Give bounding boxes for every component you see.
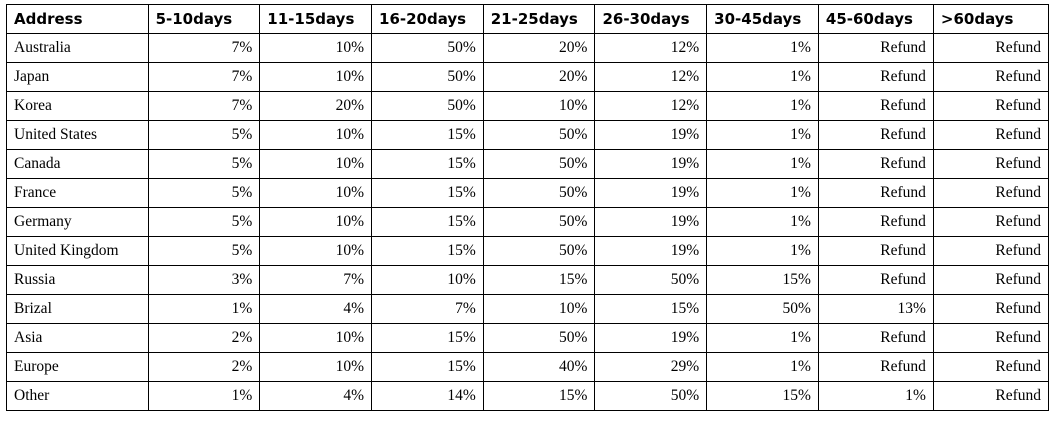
cell-value: Refund (933, 179, 1048, 208)
cell-address: Russia (7, 266, 149, 295)
cell-value: 50% (595, 382, 707, 411)
cell-value: Refund (933, 353, 1048, 382)
cell-value: 15% (595, 295, 707, 324)
cell-value: 15% (372, 237, 484, 266)
cell-value: 1% (148, 295, 260, 324)
cell-value: 10% (260, 150, 372, 179)
table-row (7, 63, 1049, 92)
table-row (7, 208, 1049, 237)
cell-value: 50% (483, 150, 595, 179)
cell-value: 15% (372, 353, 484, 382)
cell-value: 19% (595, 150, 707, 179)
table-row (7, 382, 1049, 411)
cell-address: Korea (7, 92, 149, 121)
cell-address: United Kingdom (7, 237, 149, 266)
cell-value: 10% (483, 92, 595, 121)
cell-value: 4% (260, 295, 372, 324)
cell-value: 1% (707, 121, 819, 150)
cell-value: 4% (260, 382, 372, 411)
cell-value: 10% (483, 295, 595, 324)
cell-value: Refund (818, 92, 933, 121)
cell-value: Refund (933, 266, 1048, 295)
cell-value: Refund (818, 179, 933, 208)
table-row (7, 266, 1049, 295)
cell-value: Refund (818, 63, 933, 92)
cell-value: 50% (707, 295, 819, 324)
cell-value: 15% (707, 266, 819, 295)
cell-value: 50% (483, 237, 595, 266)
cell-value: 1% (707, 34, 819, 63)
cell-value: 50% (483, 121, 595, 150)
cell-value: 1% (707, 208, 819, 237)
column-header-over-60days: >60days (933, 5, 1048, 34)
column-header-30-45days: 30-45days (707, 5, 819, 34)
table-header-row (7, 5, 1049, 34)
column-header-45-60days: 45-60days (818, 5, 933, 34)
cell-value: 15% (372, 324, 484, 353)
cell-value: Refund (818, 266, 933, 295)
cell-address: Europe (7, 353, 149, 382)
cell-value: Refund (818, 324, 933, 353)
cell-value: 10% (260, 34, 372, 63)
cell-value: 40% (483, 353, 595, 382)
cell-value: 10% (372, 266, 484, 295)
table-row (7, 295, 1049, 324)
cell-value: 10% (260, 353, 372, 382)
cell-value: 1% (148, 382, 260, 411)
cell-value: 1% (707, 237, 819, 266)
cell-value: 50% (595, 266, 707, 295)
cell-value: 15% (707, 382, 819, 411)
cell-value: 1% (707, 150, 819, 179)
cell-value: 10% (260, 208, 372, 237)
cell-value: 12% (595, 34, 707, 63)
cell-value: 15% (372, 208, 484, 237)
cell-address: Canada (7, 150, 149, 179)
cell-value: 15% (483, 266, 595, 295)
cell-address: France (7, 179, 149, 208)
cell-value: 1% (818, 382, 933, 411)
cell-value: 7% (148, 63, 260, 92)
table-body (7, 34, 1049, 411)
cell-value: 5% (148, 121, 260, 150)
cell-value: 5% (148, 179, 260, 208)
cell-value: Refund (818, 353, 933, 382)
cell-value: 1% (707, 324, 819, 353)
cell-value: 13% (818, 295, 933, 324)
table-row (7, 121, 1049, 150)
column-header-5-10days: 5-10days (148, 5, 260, 34)
cell-value: 1% (707, 63, 819, 92)
cell-value: 1% (707, 92, 819, 121)
cell-value: 20% (483, 63, 595, 92)
cell-value: Refund (933, 237, 1048, 266)
cell-value: Refund (818, 237, 933, 266)
cell-value: 14% (372, 382, 484, 411)
table-row (7, 324, 1049, 353)
cell-value: 15% (483, 382, 595, 411)
table-row (7, 150, 1049, 179)
table-row (7, 92, 1049, 121)
cell-value: 2% (148, 324, 260, 353)
cell-value: Refund (933, 92, 1048, 121)
cell-value: 10% (260, 237, 372, 266)
cell-value: 1% (707, 179, 819, 208)
cell-value: 29% (595, 353, 707, 382)
table-row (7, 353, 1049, 382)
column-header-26-30days: 26-30days (595, 5, 707, 34)
table-header (7, 5, 1049, 34)
cell-address: Australia (7, 34, 149, 63)
cell-value: Refund (933, 208, 1048, 237)
cell-address: Germany (7, 208, 149, 237)
cell-value: 15% (372, 121, 484, 150)
cell-value: 7% (148, 92, 260, 121)
cell-value: Refund (818, 208, 933, 237)
column-header-11-15days: 11-15days (260, 5, 372, 34)
cell-value: Refund (818, 34, 933, 63)
cell-value: 10% (260, 63, 372, 92)
delivery-distribution-table (6, 4, 1049, 411)
cell-value: 50% (483, 324, 595, 353)
cell-value: 1% (707, 353, 819, 382)
cell-value: Refund (933, 63, 1048, 92)
cell-value: 15% (372, 179, 484, 208)
cell-value: 2% (148, 353, 260, 382)
table-row (7, 34, 1049, 63)
cell-value: 15% (372, 150, 484, 179)
cell-value: 20% (483, 34, 595, 63)
cell-value: 12% (595, 92, 707, 121)
cell-value: Refund (933, 34, 1048, 63)
cell-value: 5% (148, 208, 260, 237)
cell-value: 50% (372, 63, 484, 92)
cell-value: 7% (372, 295, 484, 324)
cell-value: 3% (148, 266, 260, 295)
cell-value: 19% (595, 208, 707, 237)
cell-value: 50% (483, 208, 595, 237)
cell-value: 19% (595, 237, 707, 266)
column-header-address: Address (7, 5, 149, 34)
cell-value: 5% (148, 150, 260, 179)
cell-value: Refund (933, 382, 1048, 411)
cell-value: Refund (933, 324, 1048, 353)
cell-address: United States (7, 121, 149, 150)
cell-address: Japan (7, 63, 149, 92)
cell-value: 7% (148, 34, 260, 63)
cell-value: 19% (595, 179, 707, 208)
cell-value: 12% (595, 63, 707, 92)
cell-value: Refund (818, 150, 933, 179)
cell-value: Refund (818, 121, 933, 150)
cell-value: 50% (483, 179, 595, 208)
cell-address: Other (7, 382, 149, 411)
cell-value: 10% (260, 121, 372, 150)
cell-value: 10% (260, 324, 372, 353)
cell-value: 7% (260, 266, 372, 295)
cell-value: Refund (933, 295, 1048, 324)
cell-value: 20% (260, 92, 372, 121)
cell-value: 19% (595, 121, 707, 150)
cell-address: Brizal (7, 295, 149, 324)
column-header-21-25days: 21-25days (483, 5, 595, 34)
cell-address: Asia (7, 324, 149, 353)
cell-value: 10% (260, 179, 372, 208)
cell-value: 5% (148, 237, 260, 266)
cell-value: Refund (933, 121, 1048, 150)
table-row (7, 237, 1049, 266)
table-row (7, 179, 1049, 208)
column-header-16-20days: 16-20days (372, 5, 484, 34)
cell-value: Refund (933, 150, 1048, 179)
cell-value: 50% (372, 34, 484, 63)
cell-value: 19% (595, 324, 707, 353)
cell-value: 50% (372, 92, 484, 121)
